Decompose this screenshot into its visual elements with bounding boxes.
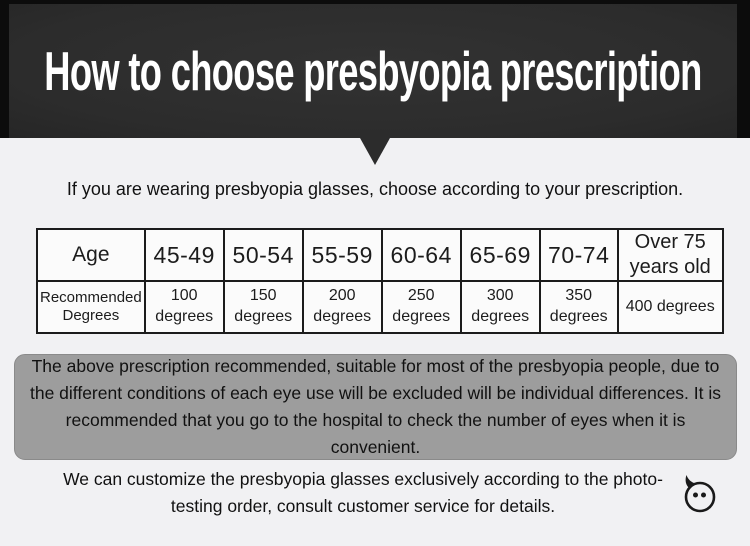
title-banner-panel <box>9 4 737 138</box>
age-range-cell: Over 75 years old <box>618 229 723 281</box>
footer <box>0 466 750 520</box>
age-range-cell: 55-59 <box>303 229 382 281</box>
degrees-value-cell: 200 degrees <box>303 281 382 333</box>
title-banner <box>0 0 750 138</box>
degrees-value-cell: 150 degrees <box>224 281 303 333</box>
prescription-table <box>36 228 724 334</box>
degrees-label-cell: Recommended Degrees <box>37 281 145 333</box>
table-row-degrees <box>37 281 723 333</box>
page-title: How to choose presbyopia prescription <box>44 40 702 102</box>
disclaimer-text: The above prescription recommended, suitable for most of the presbyopia people, due to the different conditions of each eye use will be excluded will be individual differences. It is recommended that you go to the hospital to check the number of eyes when it is convenient. <box>29 356 721 457</box>
age-range-cell: 45-49 <box>145 229 224 281</box>
degrees-value-cell: 400 degrees <box>618 281 723 333</box>
age-range-cell: 50-54 <box>224 229 303 281</box>
age-range-cell: 70-74 <box>540 229 618 281</box>
table-row-age <box>37 229 723 281</box>
disclaimer-note-box <box>14 354 737 460</box>
degrees-value-cell: 300 degrees <box>461 281 540 333</box>
degrees-value-cell: 100 degrees <box>145 281 224 333</box>
intro-text: If you are wearing presbyopia glasses, choose according to your prescription. <box>66 179 684 199</box>
degrees-value-cell: 250 degrees <box>382 281 461 333</box>
banner-pointer-triangle <box>360 138 390 165</box>
age-range-cell: 65-69 <box>461 229 540 281</box>
customer-service-chat-icon <box>676 471 722 517</box>
age-range-cell: 60-64 <box>382 229 461 281</box>
age-header-cell: Age <box>37 229 145 281</box>
degrees-value-cell: 350 degrees <box>540 281 618 333</box>
customization-text: We can customize the presbyopia glasses exclusively according to the photo-testing order, consult customer service for details. <box>63 469 663 516</box>
